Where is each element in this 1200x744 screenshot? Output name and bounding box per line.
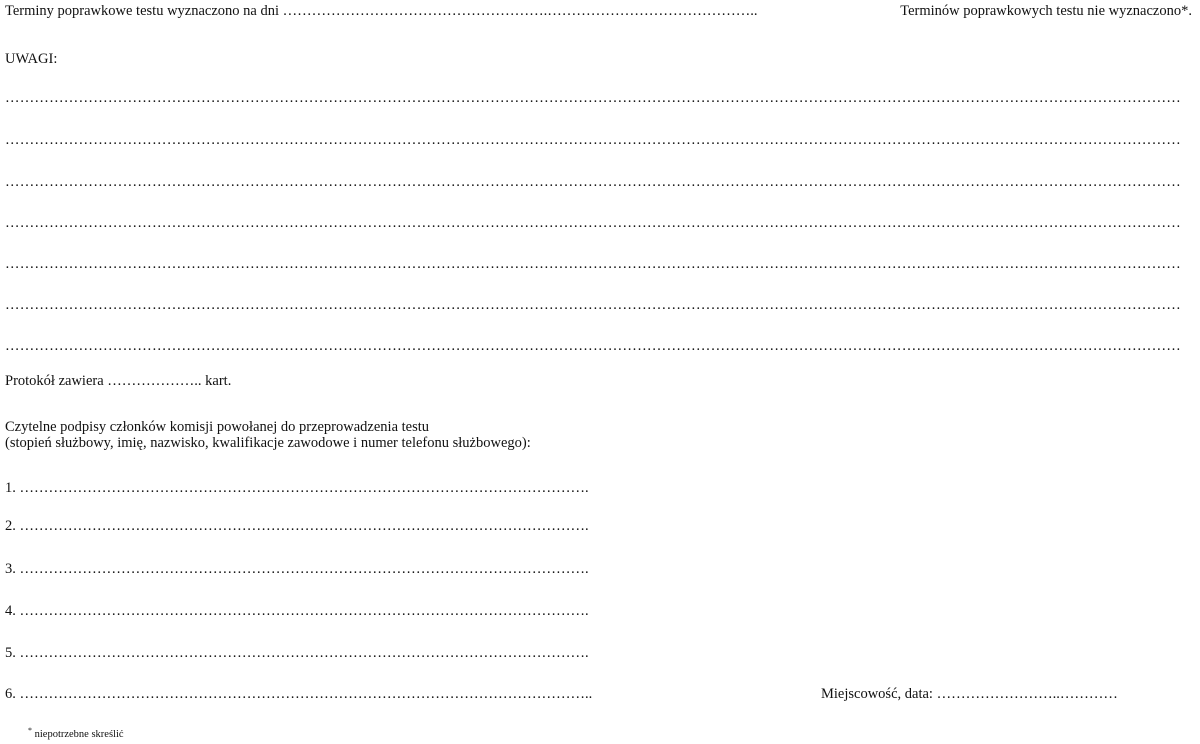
place-date-line: Miejscowość, data: ……………………..…………: [821, 686, 1118, 702]
remarks-line-6: ……………………………………………………………………………………………………………………………………………………………………………………………………………………: [5, 297, 1181, 313]
remarks-line-7: ……………………………………………………………………………………………………………………………………………………………………………………………………………………: [5, 338, 1181, 354]
remarks-line-1: ……………………………………………………………………………………………………………………………………………………………………………………………………………………: [5, 90, 1181, 106]
retake-dates-text: Terminy poprawkowe testu wyznaczono na dni ……………………………………………….……………………………………..: [5, 3, 758, 19]
footnote-mark: *: [28, 726, 32, 735]
remarks-line-3: ……………………………………………………………………………………………………………………………………………………………………………………………………………………: [5, 174, 1181, 190]
retake-dates-line: [5, 2, 758, 20]
signature-line-3: 3. ……………………………………………………………………………………………………….: [5, 561, 589, 577]
signatures-subheading: (stopień służbowy, imię, nazwisko, kwalifikacje zawodowe i numer telefonu służbowego):: [5, 435, 531, 451]
signature-line-2: 2. ……………………………………………………………………………………………………….: [5, 518, 589, 534]
footnote: [28, 722, 124, 744]
signature-line-5: 5. ……………………………………………………………………………………………………….: [5, 645, 589, 661]
signatures-heading: Czytelne podpisy członków komisji powołanej do przeprowadzenia testu: [5, 419, 430, 435]
remarks-line-4: ……………………………………………………………………………………………………………………………………………………………………………………………………………………: [5, 215, 1181, 231]
remarks-label: UWAGI:: [5, 51, 58, 67]
footnote-text: niepotrzebne skreślić: [32, 729, 124, 740]
remarks-line-2: ……………………………………………………………………………………………………………………………………………………………………………………………………………………: [5, 132, 1181, 148]
signature-line-1: 1. ……………………………………………………………………………………………………….: [5, 480, 589, 496]
protocol-pages-line: Protokół zawiera ……………….. kart.: [5, 373, 232, 389]
remarks-line-5: ……………………………………………………………………………………………………………………………………………………………………………………………………………………: [5, 256, 1181, 272]
signature-line-6: 6. ………………………………………………………………………………………………………..: [5, 686, 593, 702]
no-retake-text: Terminów poprawkowych testu nie wyznaczono*.: [900, 3, 1192, 19]
signature-line-4: 4. ……………………………………………………………………………………………………….: [5, 603, 589, 619]
